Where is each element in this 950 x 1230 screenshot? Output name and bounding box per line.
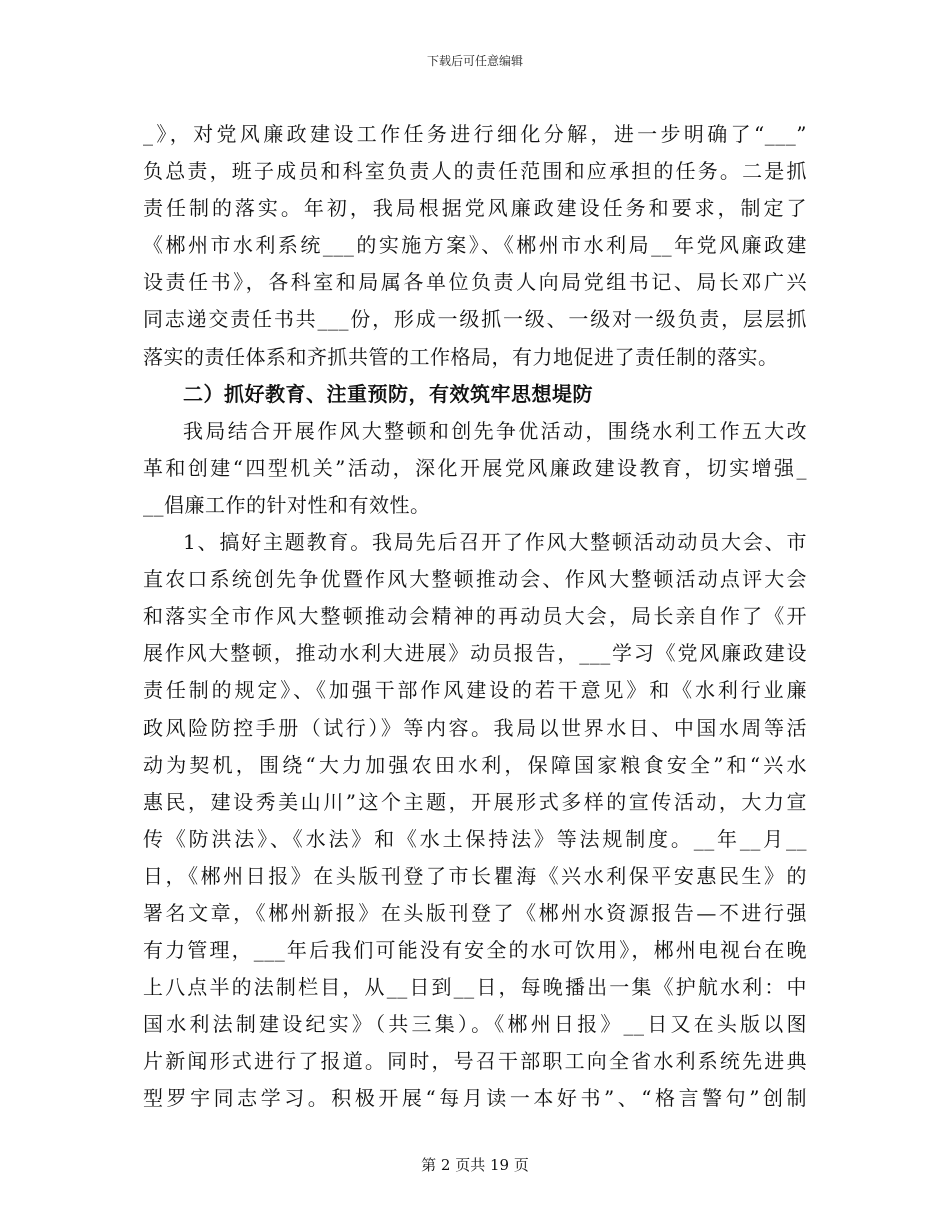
body-line: 和落实全市作风大整顿推动会精神的再动员大会，局长亲自作了《开 (143, 604, 807, 629)
page-header: 下载后可任意编辑 (426, 54, 523, 68)
body-line: 负总责，班子成员和科室负责人的责任范围和应承担的任务。二是抓 (143, 159, 807, 184)
body-line: 《郴州市水利系统___的实施方案》、《郴州市水利局__年党风廉政建 (143, 233, 807, 258)
body-line: 我局结合开展作风大整顿和创先争优活动，围绕水利工作五大改 (183, 418, 807, 443)
body-line: 国水利法制建设纪实》（共三集）。《郴州日报》__日又在头版以图 (143, 1012, 807, 1037)
body-line: _》，对党风廉政建设工作任务进行细化分解，进一步明确了“___” (143, 122, 807, 146)
body-line: 型罗宇同志学习。积极开展“每月读一本好书”、“格言警句”创制 (143, 1086, 807, 1111)
page-footer: 第 2 页共 19 页 (421, 1156, 529, 1174)
body-line: __倡廉工作的针对性和有效性。 (143, 492, 431, 517)
section-heading: 二）抓好教育、注重预防，有效筑牢思想堤防 (183, 381, 593, 406)
body-line: 片新闻形式进行了报道。同时，号召干部职工向全省水利系统先进典 (143, 1049, 807, 1074)
body-line: 直农口系统创先争优暨作风大整顿推动会、作风大整顿活动点评大会 (143, 567, 807, 592)
body-line: 1、搞好主题教育。我局先后召开了作风大整顿活动动员大会、市 (183, 530, 807, 555)
body-line: 设责任书》，各科室和局属各单位负责人向局党组书记、局长邓广兴 (143, 270, 807, 295)
body-line: 传《防洪法》、《水法》和《水土保持法》等法规制度。__年__月__ (143, 826, 807, 851)
page-body (143, 116, 807, 1118)
body-line: 展作风大整顿，推动水利大进展》动员报告，___学习《党风廉政建设 (143, 641, 807, 666)
body-line: 上八点半的法制栏目，从__日到__日，每晚播出一集《护航水利：中 (143, 975, 807, 1000)
body-line: 署名文章，《郴州新报》在头版刊登了《郴州水资源报告—不进行强 (143, 900, 807, 925)
body-line: 政风险防控手册（试行）》等内容。我局以世界水日、中国水周等活 (143, 715, 807, 740)
body-line: 落实的责任体系和齐抓共管的工作格局，有力地促进了责任制的落实。 (143, 344, 779, 369)
body-line: 有力管理，___年后我们可能没有安全的水可饮用》，郴州电视台在晚 (143, 938, 807, 963)
body-line: 责任制的落实。年初，我局根据党风廉政建设任务和要求，制定了 (143, 196, 807, 221)
body-line: 动为契机，围绕“大力加强农田水利，保障国家粮食安全”和“兴水 (143, 752, 807, 777)
body-line: 革和创建“四型机关”活动，深化开展党风廉政建设教育，切实增强_ (143, 455, 807, 480)
body-line: 同志递交责任书共___份，形成一级抓一级、一级对一级负责，层层抓 (143, 307, 807, 332)
body-line: 责任制的规定》、《加强干部作风建设的若干意见》和《水利行业廉 (143, 678, 807, 703)
body-line: 惠民，建设秀美山川”这个主题，开展形式多样的宣传活动，大力宣 (143, 789, 807, 814)
body-line: 日，《郴州日报》在头版刊登了市长瞿海《兴水利保平安惠民生》的 (143, 863, 807, 888)
